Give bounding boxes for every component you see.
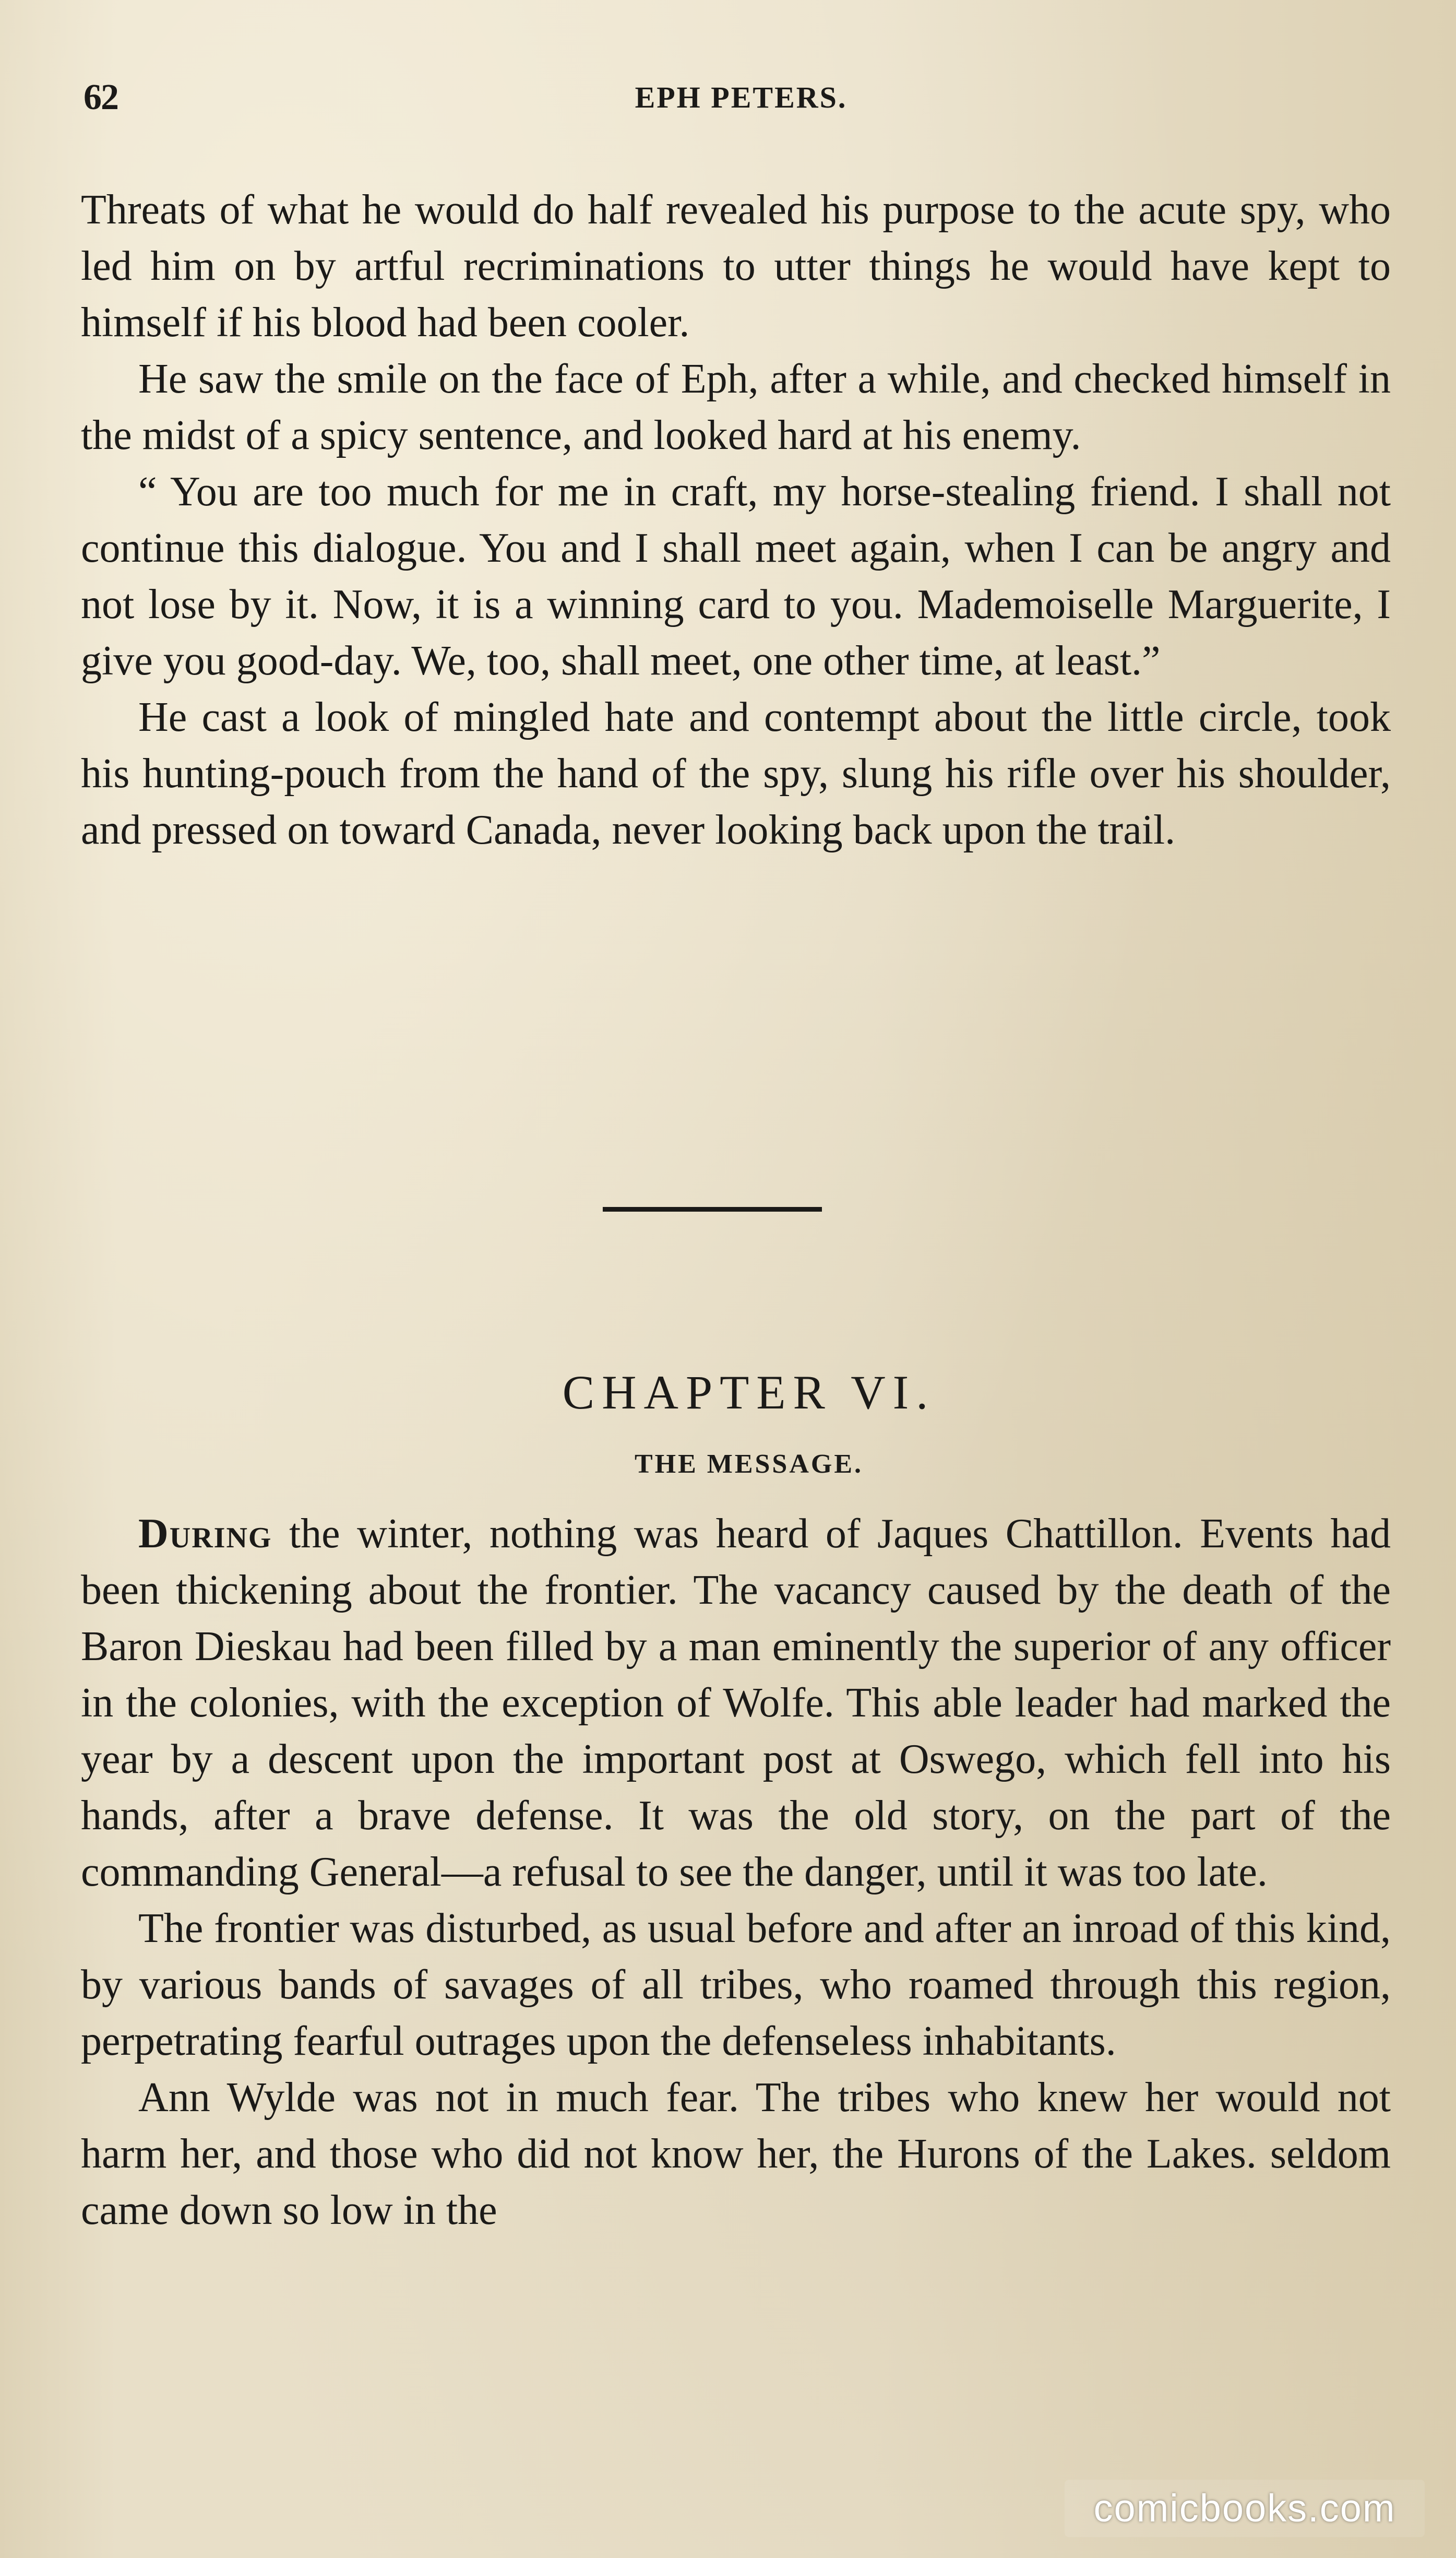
chapter-title: CHAPTER VI.: [562, 1366, 936, 1419]
paragraph: Threats of what he would do half revealed his purpose to the acute spy, who led him on by artful recriminations to utter things he would have kept to himself if his blood had been cooler.: [81, 187, 1391, 346]
lead-word: During: [138, 1511, 272, 1557]
watermark: [1065, 2480, 1425, 2537]
page-number: 62: [83, 77, 118, 117]
text-block-chapter: [81, 1506, 1391, 2239]
page-header: [83, 74, 1399, 121]
text-block-top: [81, 182, 1391, 858]
chapter-subtitle: THE MESSAGE.: [634, 1449, 864, 1479]
paragraph: “ You are too much for me in craft, my horse-stealing friend. I shall not continue this dialogue. You and I shall meet again, when I can be angry and not lose by it. Now, it is a winning card to you. Mademoiselle Marguerite, I give you good-day. We, too, shall meet, one other time, at least.”: [81, 469, 1391, 684]
section-divider: [603, 1207, 822, 1212]
watermark-text: comicbooks.com: [1093, 2486, 1396, 2530]
paragraph: [81, 1506, 1391, 1900]
paragraph: He cast a look of mingled hate and contempt about the little circle, took his hunting-pouch from the hand of the spy, slung his rifle over his shoulder, and pressed on toward Canada, never looking back upon the trail.: [81, 694, 1391, 853]
running-title: EPH PETERS.: [635, 80, 848, 114]
paragraph-text: the winter, nothing was heard of Jaques Chattillon. Events had been thickening about the frontier. The vacancy caused by the death of the Baron Dieskau had been filled by a man eminently the superior of any officer in the colonies, with the exception of Wolfe. This able leader had marked the year by a descent upon the important post at Oswego, which fell into his hands, after a brave defense. It was the old story, on the part of the commanding General—a refusal to see the danger, until it was too late.: [81, 1511, 1391, 1895]
paragraph: He saw the smile on the face of Eph, after a while, and checked himself in the midst of a spicy sentence, and looked hard at his enemy.: [81, 356, 1391, 458]
paragraph: The frontier was disturbed, as usual before and after an inroad of this kind, by various bands of savages of all tribes, who roamed through this region, perpetrating fearful outrages upon the defenseless inhabitants.: [81, 1905, 1391, 2064]
paragraph: Ann Wylde was not in much fear. The tribes who knew her would not harm her, and those who did not know her, the Hurons of the Lakes. seldom came down so low in the: [81, 2075, 1391, 2233]
